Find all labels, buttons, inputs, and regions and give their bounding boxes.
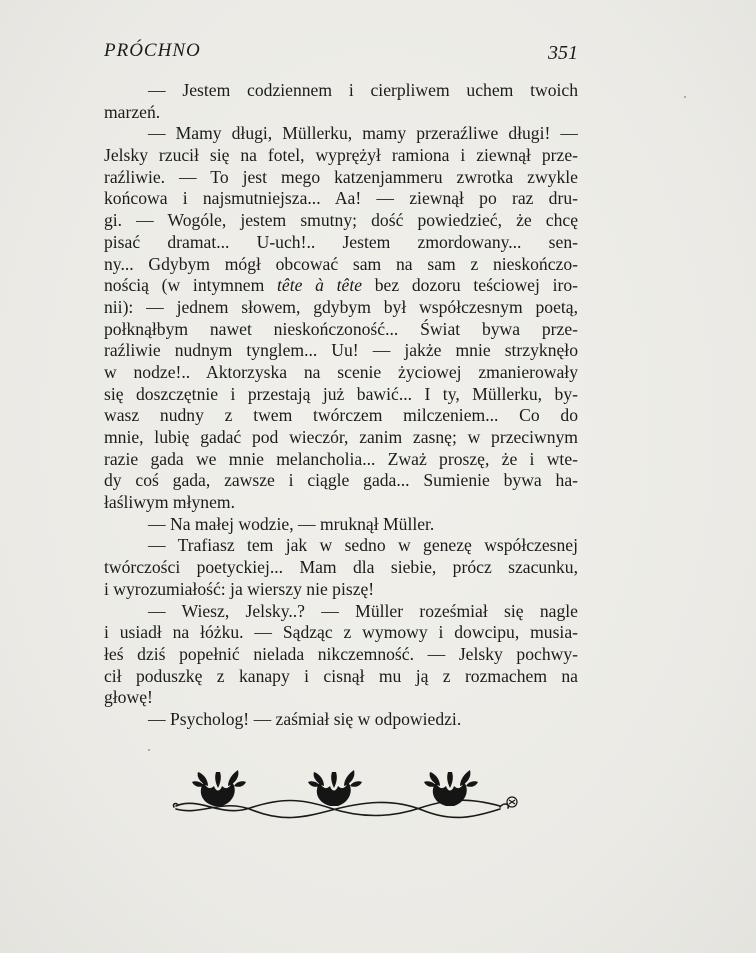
text-line: i wyrozumiałość: ja wierszy nie piszę! bbox=[104, 578, 375, 599]
text-line: i usiadł na łóżku. — Sądząc z wymowy i dowcipu, musia- bbox=[104, 622, 578, 643]
text-line: nii): — jednem słowem, gdybym był współczesnym poetą, bbox=[104, 296, 578, 317]
text-line: pisać dramat... U-uch!.. Jestem zmordowany... sen- bbox=[104, 231, 578, 252]
text-line: łeś dziś popełnić nielada nikczemność. — Jelsky pochwy- bbox=[104, 643, 578, 664]
text-line: razie gada we mnie melancholia... Zważ proszę, że i wte- bbox=[104, 448, 578, 469]
tulip-vignette-icon bbox=[170, 752, 530, 832]
text-line: — Jestem codziennem i cierpliwem uchem twoich bbox=[148, 80, 578, 100]
text-line: się doszczętnie i przestają już bawić... I ty, Müllerku, by- bbox=[104, 383, 578, 404]
text-line: połknąłbym nawet nieskończoność... Świat bywa prze- bbox=[104, 318, 578, 339]
text-line: łaśliwym młynem. bbox=[104, 492, 235, 513]
text-line: mnie, lubię gadać pod wieczór, zanim zasnę; w przeciwnym bbox=[104, 427, 578, 447]
text-line: gi. — Wogóle, jestem smutny; dość powiedzieć, że chcę bbox=[104, 210, 578, 231]
text-line: nością (w intymnem tête à tête bez dozoru teściowej iro- bbox=[104, 275, 578, 296]
text-line: — Na małej wodzie, — mruknął Müller. bbox=[148, 513, 435, 534]
paper-speck bbox=[148, 749, 150, 751]
text-line: ny... Gdybym mógł obcować sam na sam z nieskończo- bbox=[104, 253, 578, 274]
body-text bbox=[104, 80, 578, 731]
text-line: cił poduszkę z kanapy i cisnął mu ją z rozmachem na bbox=[104, 665, 578, 686]
text-line: — Psycholog! — zaśmiał się w odpowiedzi. bbox=[148, 708, 462, 729]
text-line: głowę! bbox=[104, 687, 153, 708]
tulip-vignette-ornament bbox=[170, 752, 530, 832]
text-line: końcowa i najsmutniejsza... Aa! — ziewnął po raz dru- bbox=[104, 188, 578, 209]
text-line: Jelsky rzucił się na fotel, wyprężył ramiona i ziewnął prze- bbox=[104, 145, 578, 166]
text-line: — Mamy długi, Müllerku, mamy przeraźliwe długi! — bbox=[148, 123, 578, 144]
text-line: twórczości poetyckiej... Mam dla siebie, prócz szacunku, bbox=[104, 557, 578, 578]
italic-phrase: tête à tête bbox=[277, 275, 363, 296]
text-line: w nodze!.. Aktorzyska na scenie życiowej zmanierowały bbox=[104, 361, 578, 382]
text-line: dy coś gada, zawsze i ciągle gada... Sumienie bywa ha- bbox=[104, 470, 578, 491]
running-head: PRÓCHNO bbox=[104, 40, 201, 61]
text-line: wasz nudny z twem twórczem milczeniem... Co do bbox=[104, 405, 578, 426]
text-line: raźliwie nudnym tynglem... Uu! — jakże mnie strzyknęło bbox=[104, 340, 578, 361]
paper-speck bbox=[684, 96, 686, 98]
text-line: — Trafiasz tem jak w sedno w genezę współczesnej bbox=[148, 535, 578, 556]
text-line: — Wiesz, Jelsky..? — Müller roześmiał się nagle bbox=[148, 600, 578, 621]
page-number: 351 bbox=[548, 42, 578, 64]
page-header bbox=[104, 40, 578, 64]
text-line: marzeń. bbox=[104, 101, 161, 122]
text-line: raźliwie. — To jest mego katzenjammeru zwrotka zwykle bbox=[104, 166, 578, 187]
